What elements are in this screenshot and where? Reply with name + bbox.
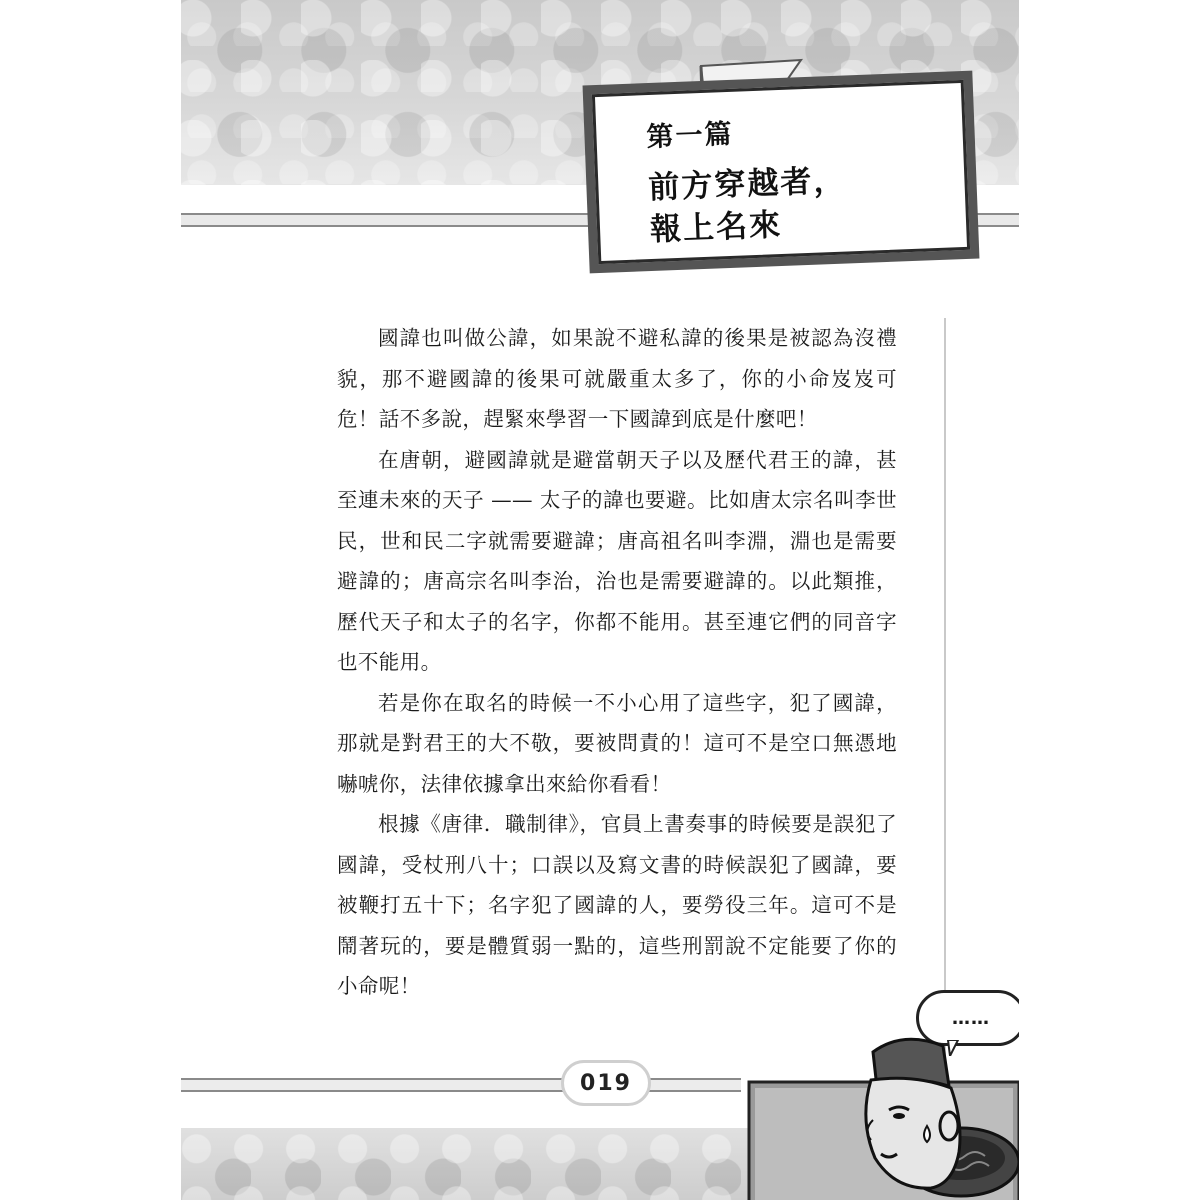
book-page	[181, 0, 1019, 1200]
right-margin-line	[944, 318, 946, 1068]
chapter-title-line-1: 前方穿越者，	[647, 162, 848, 207]
chapter-title-box	[583, 71, 980, 274]
paragraph: 若是你在取名的時候一不小心用了這些字，犯了國諱，那就是對君王的大不敬，要被問責的！這可不是空口無憑地嚇唬你，法律依據拿出來給你看看！	[337, 690, 897, 796]
footer-rule	[181, 1078, 741, 1092]
page-number-badge	[561, 1060, 651, 1106]
header-rule	[181, 213, 651, 227]
speech-bubble-text: ……	[952, 1007, 990, 1029]
page-number: 019	[580, 1070, 632, 1096]
paragraph: 在唐朝，避國諱就是避當朝天子以及歷代君王的諱，甚至連未來的天子 —— 太子的諱也要避。比如唐太宗名叫李世民，世和民二字就需要避諱；唐高祖名叫李淵，淵也是需要避諱的；唐高宗名叫李治，治也是需要避諱的。以此類推，歷代天子和太子的名字，你都不能用。甚至連它們的同音字也不能用。	[337, 447, 897, 674]
chapter-title-line-2: 報上名來	[649, 207, 783, 249]
paragraph: 根據《唐律．職制律》，官員上書奏事的時候要是誤犯了國諱，受杖刑八十；口誤以及寫文書的時候誤犯了國諱，要被鞭打五十下；名字犯了國諱的人，要勞役三年。這可不是鬧著玩的，要是體質弱一點的，這些刑罰說不定能要了你的小命呢！	[337, 812, 897, 998]
paragraph: 國諱也叫做公諱，如果說不避私諱的後果是被認為沒禮貌，那不避國諱的後果可就嚴重太多了，你的小命岌岌可危！話不多說，趕緊來學習一下國諱到底是什麼吧！	[337, 326, 897, 431]
chapter-title-inner	[592, 80, 970, 264]
chapter-label: 第一篇	[645, 118, 735, 154]
body-text	[337, 318, 897, 1007]
tang-official-character-illustration	[741, 1030, 1019, 1200]
